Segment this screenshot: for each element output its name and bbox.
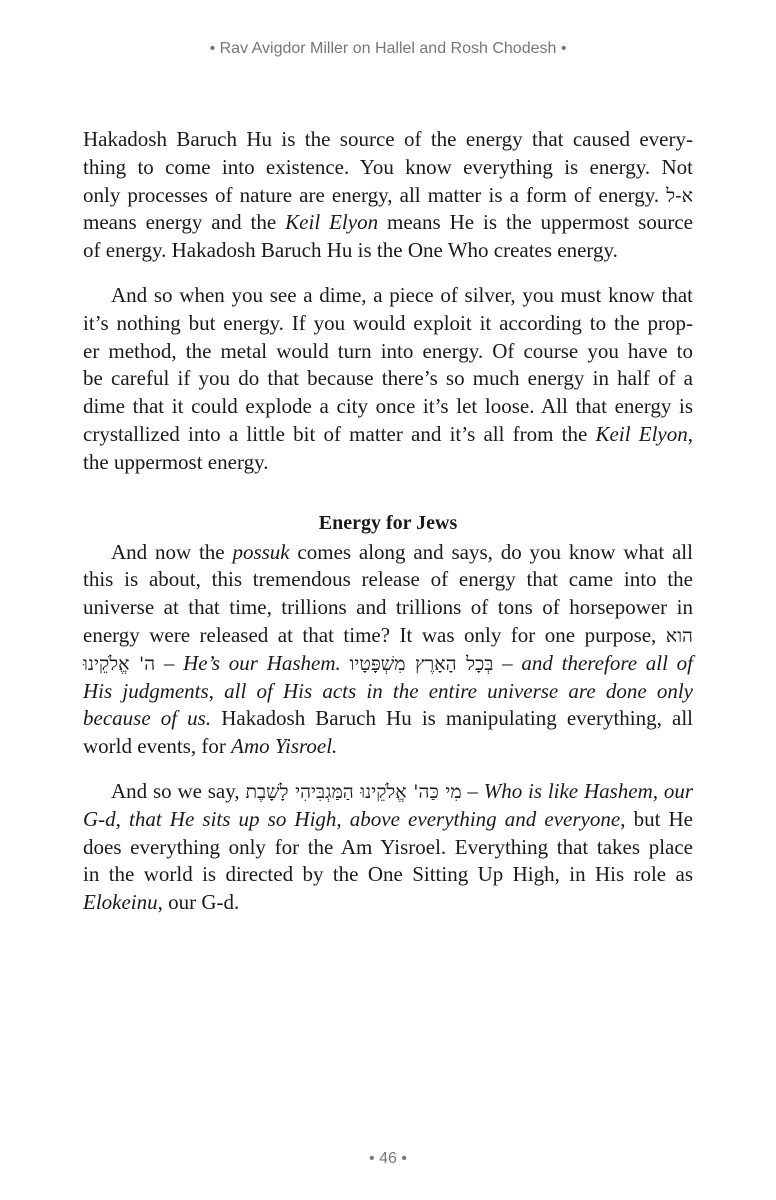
italic-text: possuk bbox=[232, 539, 290, 564]
text-line bbox=[83, 209, 693, 237]
text-run: means He is the uppermost source bbox=[378, 210, 693, 235]
italic-text: because of us. bbox=[83, 706, 212, 731]
text-line bbox=[83, 154, 693, 182]
text-run: energy were released at that time? It was only for one purpose, bbox=[83, 622, 666, 647]
paragraph bbox=[83, 126, 693, 265]
text-line bbox=[83, 594, 693, 622]
text-run: crystallized into a little bit of matter and it’s all from the bbox=[83, 421, 596, 446]
italic-text: Elokeinu bbox=[83, 890, 158, 915]
text-run: this is about, this tremendous release of energy that came into the bbox=[83, 567, 693, 592]
text-run: , bbox=[687, 421, 693, 446]
text-run: Hakadosh Baruch Hu is the source of the energy that caused every- bbox=[83, 127, 693, 151]
text-line bbox=[83, 622, 693, 650]
text-run: , our G-d. bbox=[157, 890, 240, 915]
text-line bbox=[83, 365, 693, 393]
running-header: • Rav Avigdor Miller on Hallel and Rosh Chodesh • bbox=[209, 40, 567, 57]
hebrew-text: א-ל bbox=[666, 184, 693, 207]
text-run: world events, for bbox=[83, 734, 232, 759]
text-run: only processes of nature are energy, all matter is a form of energy. bbox=[83, 182, 667, 207]
text-run: of energy. Hakadosh Baruch Hu is the One Who creates energy. bbox=[83, 238, 618, 263]
text-line bbox=[83, 126, 693, 154]
paragraph bbox=[83, 282, 693, 477]
paragraph bbox=[83, 539, 693, 761]
italic-text: Keil Elyon bbox=[595, 421, 688, 446]
italic-text: Keil Elyon bbox=[285, 210, 379, 235]
text-line bbox=[83, 678, 693, 706]
italic-text: – Who is like Hashem, our bbox=[461, 778, 693, 803]
text-run: And so when you see a dime, a piece of silver, you must know that bbox=[111, 282, 693, 307]
text-run: dime that it could explode a city once it’s let loose. All that energy is bbox=[83, 394, 693, 419]
italic-text: G-d, that He sits up so High, above everything and everyone bbox=[83, 806, 621, 831]
italic-text: His judgments, all of His acts in the entire universe are done only bbox=[83, 678, 693, 703]
page-number: • 46 • bbox=[369, 1150, 407, 1167]
text-run: means energy and the bbox=[83, 210, 286, 235]
text-run: , but He bbox=[620, 806, 694, 831]
text-line bbox=[83, 733, 693, 761]
italic-text: – He’s our Hashem. bbox=[155, 650, 350, 675]
italic-text: Amo Yisroel. bbox=[231, 734, 338, 759]
page-body bbox=[83, 126, 693, 934]
text-run: er method, the metal would turn into energy. Of course you have to bbox=[83, 338, 693, 363]
paragraph bbox=[83, 778, 693, 917]
text-run: And so we say, bbox=[111, 778, 246, 803]
hebrew-text: ה' אֱלֹקֵינוּ bbox=[83, 652, 156, 675]
text-run: be careful if you do that because there’s so much energy in half of a bbox=[83, 366, 693, 391]
text-line bbox=[83, 778, 693, 806]
text-run: universe at that time, trillions and trillions of tons of horsepower in bbox=[83, 595, 693, 620]
text-line bbox=[83, 861, 693, 889]
text-line bbox=[83, 705, 693, 733]
text-line bbox=[83, 539, 693, 567]
text-run: And now the bbox=[111, 539, 233, 564]
text-line bbox=[83, 182, 693, 210]
italic-text: – and therefore all of bbox=[493, 650, 693, 675]
text-line bbox=[83, 566, 693, 594]
text-line bbox=[83, 421, 693, 449]
text-line bbox=[83, 650, 693, 678]
hebrew-text: בְּכָל הָאָרֶץ מִשְׁפָּטָיו bbox=[349, 652, 494, 675]
text-line bbox=[83, 338, 693, 366]
text-run: it’s nothing but energy. If you would exploit it according to the prop- bbox=[83, 310, 693, 335]
text-line bbox=[83, 834, 693, 862]
text-line bbox=[83, 449, 693, 477]
text-line bbox=[83, 237, 693, 265]
hebrew-text: הוא bbox=[665, 624, 693, 647]
section-heading: Energy for Jews bbox=[318, 511, 458, 534]
text-run: in the world is directed by the One Sitting Up High, in His role as bbox=[83, 862, 693, 887]
text-line bbox=[83, 806, 693, 834]
text-run: the uppermost energy. bbox=[83, 449, 269, 474]
text-run: does everything only for the Am Yisroel. Everything that takes place bbox=[83, 834, 693, 859]
text-line bbox=[83, 310, 693, 338]
text-run: comes along and says, do you know what all bbox=[289, 539, 693, 564]
hebrew-text: מִי כַּה' אֱלֹקֵינוּ הַמַּגְבִּיהִי לָשָׁבֶת bbox=[245, 780, 462, 803]
text-line bbox=[83, 282, 693, 310]
text-run: Hakadosh Baruch Hu is manipulating everything, all bbox=[211, 706, 693, 731]
text-line bbox=[83, 393, 693, 421]
text-run: thing to come into existence. You know everything is energy. Not bbox=[83, 154, 693, 179]
text-line bbox=[83, 889, 693, 917]
